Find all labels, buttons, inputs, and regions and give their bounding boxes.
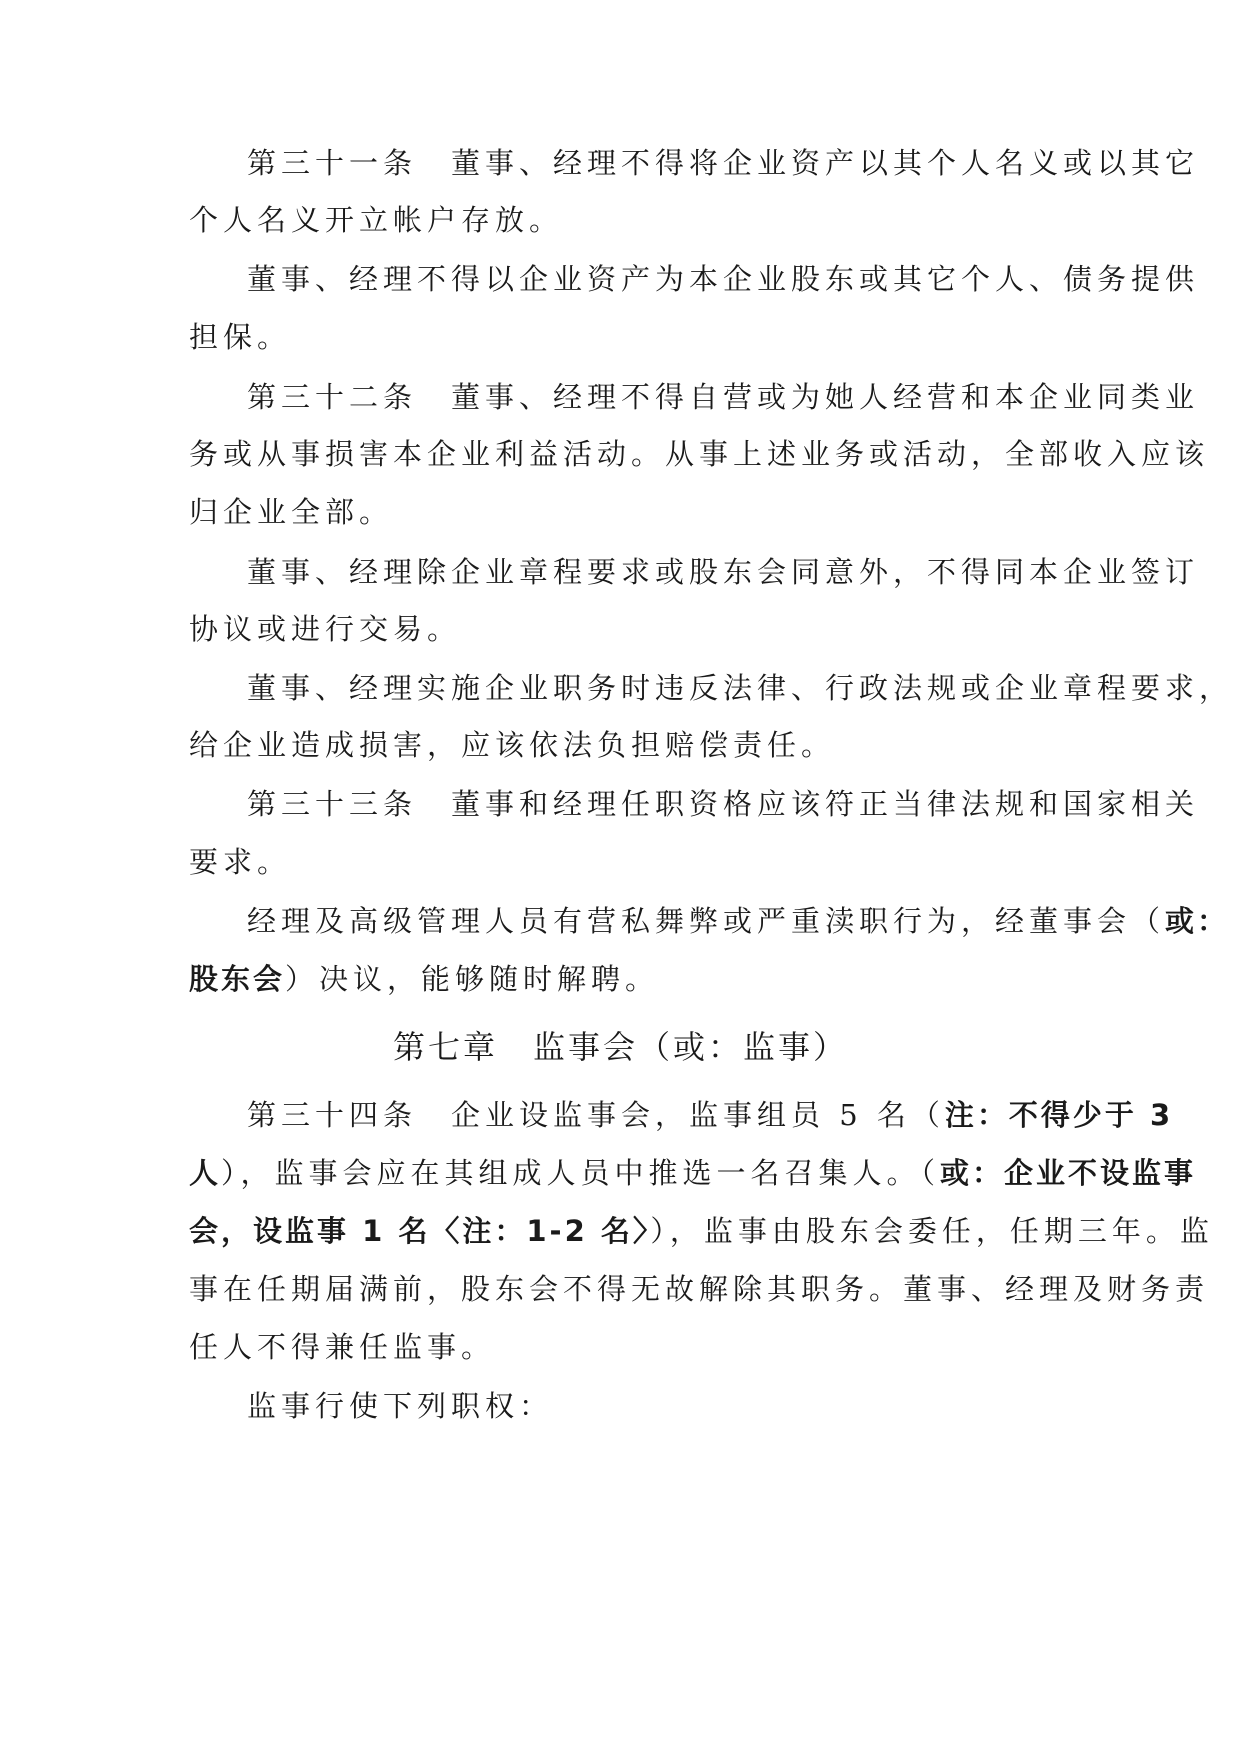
- article-31-para2-line-1: 董事、经理不得以企业资产为本企业股东或其它个人、债务提供: [247, 262, 1200, 296]
- article-34-line-4: 事在任期届满前，股东会不得无故解除其职务。董事、经理及财务责: [189, 1272, 1210, 1306]
- article-34-note-1: 注：不得少于 3: [944, 1098, 1174, 1132]
- article-31-para2-line-2: 担保。: [189, 320, 292, 354]
- article-34-line-1: [247, 1095, 1173, 1135]
- article-34-note-1-end: 人: [189, 1156, 222, 1190]
- article-34-line-5: 任人不得兼任监事。: [189, 1330, 496, 1364]
- article-33-line-1: 第三十三条 董事和经理任职资格应该符正当律法规和国家相关: [247, 787, 1200, 821]
- article-32-para2-line-2: 协议或进行交易。: [189, 612, 462, 646]
- article-32-line-1: 第三十二条 董事、经理不得自营或为她人经营和本企业同类业: [247, 380, 1200, 414]
- article-33-para2-bold: 或：: [1165, 904, 1230, 938]
- article-34-text-1: 第三十四条 企业设监事会，监事组员 5 名（: [247, 1098, 945, 1132]
- article-32-line-3: 归企业全部。: [189, 495, 394, 529]
- article-33-para2-line-2: [189, 959, 659, 999]
- article-33-para2-text: 经理及高级管理人员有营私舞弊或严重渎职行为，经董事会（: [247, 904, 1166, 938]
- article-34-note-2: 或：企业不设监事: [940, 1156, 1197, 1190]
- article-34-line-3: [189, 1211, 1214, 1251]
- chapter-7-heading: 第七章 监事会（或：监事）: [392, 1028, 848, 1066]
- article-33-para2-bold-2: 股东会: [189, 962, 286, 996]
- article-34-line-2: [189, 1153, 1196, 1193]
- article-33-para2-text-2: ）决议，能够随时解聘。: [285, 962, 660, 996]
- article-32-para3-line-1: 董事、经理实施企业职务时违反法律、行政法规或企业章程要求，: [247, 671, 1234, 705]
- article-34-para2-line-1: 监事行使下列职权：: [247, 1389, 554, 1423]
- article-33-line-2: 要求。: [189, 845, 292, 879]
- article-31-line-2: 个人名义开立帐户存放。: [189, 203, 564, 237]
- article-33-para2-line-1: [247, 901, 1229, 941]
- article-34-text-2: ），监事会应在其组成人员中推选一名召集人。（: [221, 1156, 941, 1190]
- article-32-para3-line-2: 给企业造成损害，应该依法负担赔偿责任。: [189, 728, 836, 762]
- article-34-text-3: ），监事由股东会委任，任期三年。监: [650, 1214, 1214, 1248]
- article-34-note-2-end: 会，设监事 1 名〈注：1-2 名〉: [189, 1214, 651, 1248]
- article-32-line-2: 务或从事损害本企业利益活动。从事上述业务或活动，全部收入应该: [189, 437, 1210, 471]
- article-31-line-1: 第三十一条 董事、经理不得将企业资产以其个人名义或以其它: [247, 146, 1200, 180]
- article-32-para2-line-1: 董事、经理除企业章程要求或股东会同意外，不得同本企业签订: [247, 555, 1200, 589]
